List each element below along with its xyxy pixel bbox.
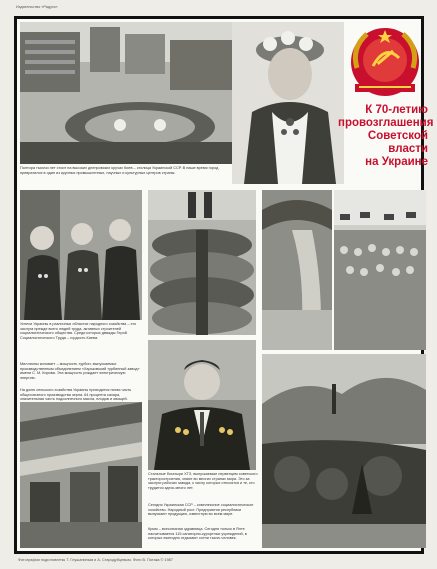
top-credit: Издательство «Радуга» [16, 5, 58, 9]
headline-line-2: провозглашения [338, 117, 434, 129]
ukrainian-ssr-emblem-icon [345, 22, 425, 102]
steelworker-portrait-photo [148, 340, 256, 470]
headline-line-3: Советской [367, 130, 428, 142]
girl-in-wreath-photo [232, 22, 344, 184]
headline-line-1: К 70-летию [365, 104, 428, 116]
veterans-photo [20, 190, 142, 320]
turbine-caption: Миллионы киловатт – мощность турбин, выпускаемых производственным объединением «Харьковский турбинный завод» имени С. М. Кирова. Эта мощность рождает электрическую энергию. [20, 362, 140, 380]
turbine-photo [148, 190, 256, 335]
crimea-photo [262, 354, 426, 548]
crowd-photo [334, 190, 426, 350]
veterans-caption: Успехи Украины в различных областях народного хозяйства – это заслуга прежде всего людей труда, активных строителей социалистического общества. Среди которых дважды Герой Социалистического Труда – гордость Киева. [20, 322, 137, 340]
kiev-caption: Полтора тысячи лет стоит на высоких днепровских кручах Киев – столица Украинской ССР. В наше время город превратился в один из крупных промышленных, научных и культурных центров страны. [20, 166, 219, 175]
steelworker-caption: Стальные богатыри ХТЗ, выпускаемые первенцем советского тракторостроения, знают во многих странах мира. Это за заслуги рабочих завода, к числу которых относятся и те, кто трудится здесь много лет. [148, 472, 258, 490]
crimea-caption: Крым – всесоюзная здравница. Сегодня только в Ялте насчитывается 115 санаторно-курортных учреждений, в которых ежегодно отдыхают сотни тысяч человек. [148, 527, 247, 541]
factory-photo [20, 402, 142, 548]
headline-line-4: власти [388, 143, 428, 155]
industry-caption: На долю сельского хозяйства Украины приходится пятая часть общесоюзного производства зерна. 64 процента сахара, значительная часть подсолнечного масла, плодов и овощей. [20, 388, 132, 402]
ukraine-today-caption: Сегодня Украинская ССР – комплексное социалистическое хозяйство. Народный рост. Предприятия республики выпускают продукцию, известную во всем мире. [148, 503, 254, 517]
kiev-square-photo [20, 22, 240, 164]
poster-headline [338, 104, 434, 169]
grain-photo [262, 190, 332, 350]
bottom-credit: Фотографии подготовлены Т. Глушаниным и А. Стародубцевым. Фото В. Потака © 1987 [18, 558, 173, 562]
headline-line-5: на Украине [365, 156, 428, 168]
